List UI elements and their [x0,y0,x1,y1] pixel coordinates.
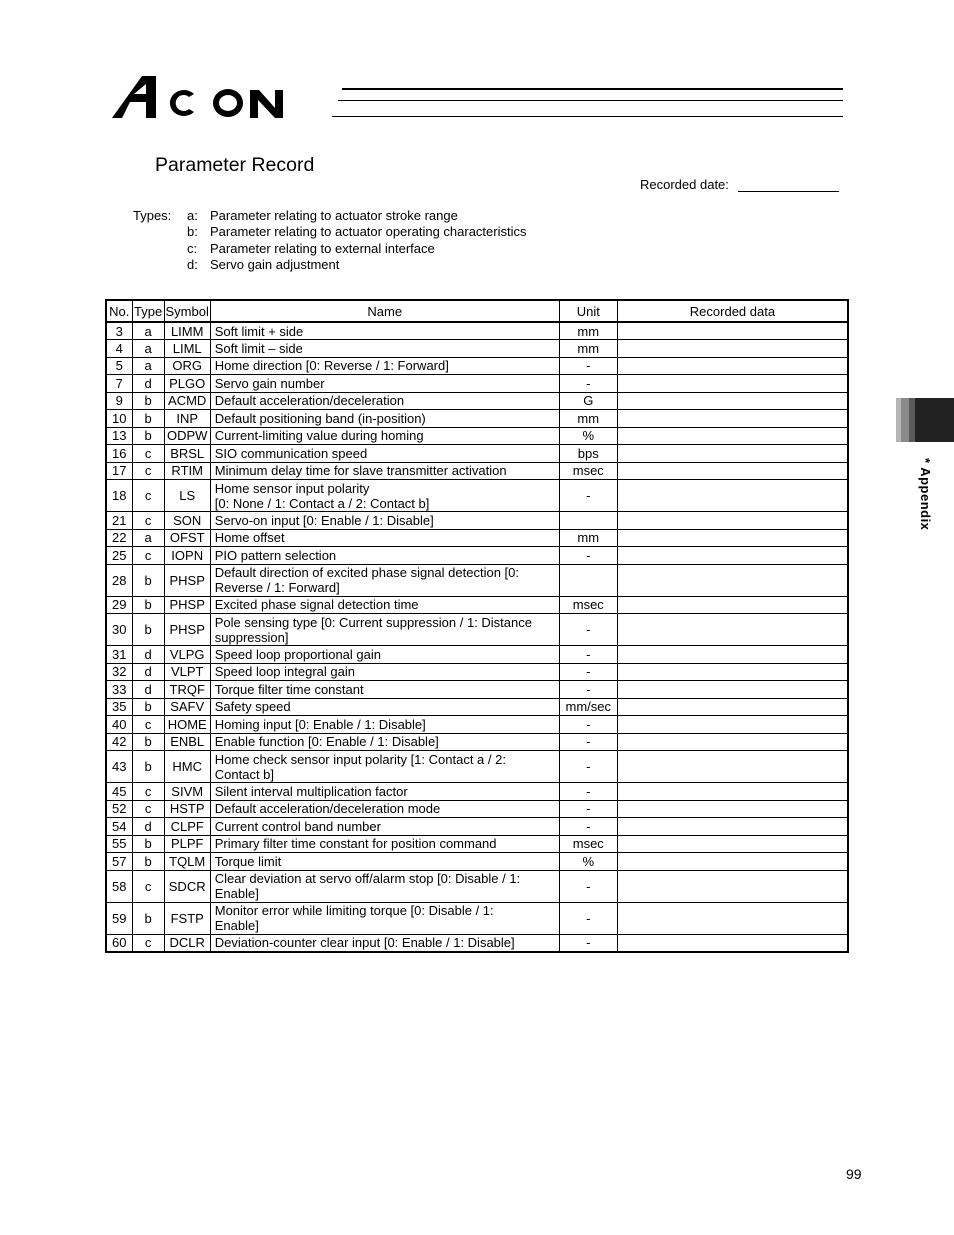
table-row [106,480,848,512]
cell-name-line: Enable] [214,918,259,933]
cell-name-line: Home check sensor input polarity [1: Contact a / 2: [214,751,506,767]
cell-unit: % [559,427,617,445]
table-row [106,427,848,445]
table-row [106,375,848,393]
col-header-recorded: Recorded data [617,300,848,322]
cell-unit: - [559,783,617,801]
cell-no: 40 [106,716,132,734]
cell-unit: - [559,663,617,681]
types-row [133,241,527,257]
cell-symbol: INP [164,410,210,428]
cell-type: c [132,800,164,818]
cell-name [210,853,559,871]
cell-name [210,322,559,340]
cell-no: 54 [106,818,132,836]
cell-type: b [132,853,164,871]
cell-no: 29 [106,596,132,614]
cell-symbol: HSTP [164,800,210,818]
cell-type: b [132,427,164,445]
table-row [106,564,848,596]
cell-type: b [132,733,164,751]
type-text: Servo gain adjustment [210,256,340,272]
cell-name [210,751,559,783]
cell-recorded-data [617,681,848,699]
types-row [133,257,527,273]
cell-name [210,529,559,547]
cell-no: 43 [106,751,132,783]
cell-no: 57 [106,853,132,871]
cell-unit: msec [559,462,617,480]
cell-symbol: HMC [164,751,210,783]
cell-name [210,716,559,734]
table-row [106,870,848,902]
cell-name-line: Servo-on input [0: Enable / 1: Disable] [214,512,434,528]
types-row [133,208,527,224]
cell-symbol: LS [164,480,210,512]
cell-unit: - [559,547,617,565]
type-text: Parameter relating to actuator operating characteristics [210,224,527,240]
cell-symbol: LIML [164,340,210,358]
cell-type: d [132,663,164,681]
type-key: c: [187,240,198,256]
cell-unit: - [559,681,617,699]
cell-unit: msec [559,835,617,853]
cell-name-line: suppression] [214,629,289,645]
types-legend [133,208,527,273]
page-number: 99 [846,1166,862,1182]
cell-name-line: Speed loop integral gain [214,664,355,680]
cell-name [210,357,559,375]
cell-name [210,480,559,512]
cell-recorded-data [617,902,848,934]
cell-type: c [132,480,164,512]
cell-type: c [132,783,164,801]
cell-symbol: DCLR [164,934,210,952]
appendix-side-label: * Appendix [918,458,933,531]
col-header-symbol: Symbol [164,300,210,322]
cell-no: 9 [106,392,132,410]
cell-name [210,375,559,393]
cell-type: a [132,357,164,375]
cell-no: 60 [106,934,132,952]
cell-name-line: Enable] [214,886,259,901]
cell-name-line: Current control band number [214,818,381,834]
header-rule-top [342,88,843,90]
table-row [106,902,848,934]
cell-type: c [132,445,164,463]
cell-no: 59 [106,902,132,934]
cell-recorded-data [617,934,848,952]
cell-name [210,427,559,445]
cell-no: 25 [106,547,132,565]
cell-type: c [132,716,164,734]
cell-recorded-data [617,853,848,871]
cell-recorded-data [617,733,848,751]
cell-symbol: TQLM [164,853,210,871]
cell-unit: bps [559,445,617,463]
table-row [106,322,848,340]
cell-symbol: ORG [164,357,210,375]
table-row [106,783,848,801]
cell-unit: msec [559,596,617,614]
section-tab [896,398,954,442]
cell-symbol: SAFV [164,698,210,716]
table-row [106,392,848,410]
cell-name-line: Home sensor input polarity [214,480,370,496]
cell-no: 10 [106,410,132,428]
cell-name [210,800,559,818]
cell-recorded-data [617,835,848,853]
cell-symbol: OFST [164,529,210,547]
cell-recorded-data [617,512,848,530]
cell-recorded-data [617,698,848,716]
cell-unit: % [559,853,617,871]
cell-name [210,564,559,596]
cell-unit: - [559,646,617,664]
cell-name-line: Clear deviation at servo off/alarm stop [0: Disable / 1: [214,871,521,886]
cell-recorded-data [617,783,848,801]
cell-unit: - [559,818,617,836]
cell-no: 31 [106,646,132,664]
cell-no: 18 [106,480,132,512]
cell-no: 28 [106,564,132,596]
cell-name-line: [0: None / 1: Contact a / 2: Contact b] [214,495,430,511]
cell-symbol: PLGO [164,375,210,393]
cell-name-line: Reverse / 1: Forward] [214,580,340,595]
cell-symbol: TRQF [164,681,210,699]
cell-symbol: RTIM [164,462,210,480]
cell-unit: - [559,375,617,393]
cell-name-line: SIO communication speed [214,445,368,461]
cell-name [210,340,559,358]
cell-name [210,547,559,565]
cell-type: b [132,596,164,614]
cell-unit: - [559,902,617,934]
table-row [106,698,848,716]
cell-symbol: PHSP [164,596,210,614]
cell-name-line: Default positioning band (in-position) [214,410,426,426]
table-row [106,596,848,614]
cell-unit: - [559,480,617,512]
cell-symbol: ODPW [164,427,210,445]
cell-no: 13 [106,427,132,445]
cell-symbol: ENBL [164,733,210,751]
cell-name-line: Torque filter time constant [214,681,364,697]
cell-name [210,663,559,681]
cell-name [210,870,559,902]
cell-type: b [132,392,164,410]
types-row [133,224,527,240]
cell-name [210,410,559,428]
cell-recorded-data [617,596,848,614]
table-row [106,835,848,853]
cell-recorded-data [617,818,848,836]
cell-name [210,783,559,801]
table-row [106,818,848,836]
cell-symbol: IOPN [164,547,210,565]
table-body [106,322,848,952]
cell-no: 52 [106,800,132,818]
cell-unit: mm/sec [559,698,617,716]
cell-recorded-data [617,427,848,445]
cell-recorded-data [617,716,848,734]
cell-no: 30 [106,614,132,646]
cell-recorded-data [617,322,848,340]
recorded-date-line [738,191,839,192]
cell-type: c [132,870,164,902]
cell-type: b [132,902,164,934]
cell-name-line: Homing input [0: Enable / 1: Disable] [214,716,426,732]
cell-symbol: PLPF [164,835,210,853]
cell-no: 58 [106,870,132,902]
cell-recorded-data [617,646,848,664]
table-row [106,529,848,547]
cell-name [210,614,559,646]
table-row [106,716,848,734]
table-row [106,646,848,664]
cell-no: 3 [106,322,132,340]
cell-unit: - [559,870,617,902]
cell-no: 42 [106,733,132,751]
cell-type: d [132,375,164,393]
cell-name-line: Soft limit – side [214,340,303,356]
cell-unit: G [559,392,617,410]
table-row [106,462,848,480]
cell-type: b [132,564,164,596]
cell-unit: - [559,716,617,734]
col-header-no: No. [106,300,132,322]
table-header-row [106,300,848,322]
cell-no: 4 [106,340,132,358]
cell-type: a [132,340,164,358]
cell-no: 7 [106,375,132,393]
cell-symbol: ACMD [164,392,210,410]
cell-name [210,902,559,934]
cell-recorded-data [617,357,848,375]
cell-unit [559,564,617,596]
cell-name-line: Minimum delay time for slave transmitter activation [214,463,507,479]
cell-name-line: Home direction [0: Reverse / 1: Forward] [214,358,449,374]
cell-symbol: BRSL [164,445,210,463]
cell-name-line: PIO pattern selection [214,547,337,563]
table-row [106,340,848,358]
cell-symbol: FSTP [164,902,210,934]
cell-type: c [132,462,164,480]
type-text: Parameter relating to external interface [210,240,435,256]
cell-symbol: CLPF [164,818,210,836]
page-title: Parameter Record [155,154,315,176]
table-row [106,410,848,428]
cell-type: b [132,614,164,646]
cell-type: c [132,934,164,952]
cell-name [210,681,559,699]
cell-recorded-data [617,870,848,902]
cell-recorded-data [617,800,848,818]
cell-unit: mm [559,322,617,340]
cell-type: d [132,818,164,836]
cell-no: 17 [106,462,132,480]
cell-name-line: Soft limit + side [214,323,304,339]
cell-no: 35 [106,698,132,716]
cell-name-line: Home offset [214,530,285,546]
cell-name [210,462,559,480]
cell-name-line: Safety speed [214,699,291,715]
cell-type: b [132,751,164,783]
table-row [106,445,848,463]
table-row [106,547,848,565]
cell-name-line: Current-limiting value during homing [214,428,424,444]
cell-no: 45 [106,783,132,801]
cell-name [210,392,559,410]
cell-no: 16 [106,445,132,463]
cell-name [210,934,559,952]
cell-recorded-data [617,751,848,783]
table-row [106,853,848,871]
cell-name [210,698,559,716]
cell-name [210,445,559,463]
cell-name-line: Deviation-counter clear input [0: Enable / 1: Disable] [214,935,515,950]
cell-name-line: Excited phase signal detection time [214,597,419,613]
cell-name [210,733,559,751]
col-header-name: Name [210,300,559,322]
header-rule-mid [338,100,843,101]
table-row [106,663,848,681]
cell-no: 32 [106,663,132,681]
cell-name-line: Servo gain number [214,375,325,391]
cell-recorded-data [617,375,848,393]
cell-unit: - [559,800,617,818]
cell-symbol: SIVM [164,783,210,801]
cell-symbol: SDCR [164,870,210,902]
types-lead: Types: [133,208,172,223]
cell-name-line: Default direction of excited phase signal detection [0: [214,565,519,580]
cell-type: d [132,681,164,699]
cell-recorded-data [617,547,848,565]
cell-name [210,818,559,836]
cell-name-line: Default acceleration/deceleration mode [214,801,441,817]
cell-type: c [132,512,164,530]
table-row [106,357,848,375]
cell-recorded-data [617,392,848,410]
cell-name-line: Contact b] [214,766,275,782]
table-row [106,751,848,783]
cell-type: b [132,835,164,853]
cell-symbol: PHSP [164,564,210,596]
cell-recorded-data [617,410,848,428]
cell-recorded-data [617,564,848,596]
cell-type: a [132,322,164,340]
cell-symbol: PHSP [164,614,210,646]
cell-name [210,596,559,614]
recorded-date-label: Recorded date: [640,177,729,192]
cell-type: b [132,410,164,428]
cell-type: d [132,646,164,664]
cell-unit: - [559,751,617,783]
cell-type: b [132,698,164,716]
cell-unit: - [559,357,617,375]
cell-unit: - [559,934,617,952]
cell-unit: mm [559,410,617,428]
cell-recorded-data [617,663,848,681]
parameter-table [105,299,849,953]
type-key: a: [187,208,198,223]
type-key: d: [187,256,198,272]
cell-name-line: Monitor error while limiting torque [0: Disable / 1: [214,903,494,918]
cell-name-line: Primary filter time constant for position command [214,836,497,852]
cell-name [210,512,559,530]
col-header-type: Type [132,300,164,322]
cell-name-line: Default acceleration/deceleration [214,393,405,409]
cell-name-line: Silent interval multiplication factor [214,783,408,799]
table-row [106,614,848,646]
cell-name-line: Enable function [0: Enable / 1: Disable] [214,734,439,750]
cell-no: 5 [106,357,132,375]
acon-logo [112,72,337,122]
cell-no: 21 [106,512,132,530]
cell-no: 22 [106,529,132,547]
table-row [106,681,848,699]
cell-unit: - [559,614,617,646]
cell-name-line: Speed loop proportional gain [214,646,381,662]
cell-name [210,646,559,664]
type-text: Parameter relating to actuator stroke range [210,208,458,223]
cell-unit: mm [559,529,617,547]
table-row [106,800,848,818]
type-key: b: [187,224,198,240]
cell-name [210,835,559,853]
cell-symbol: HOME [164,716,210,734]
cell-unit [559,512,617,530]
cell-symbol: SON [164,512,210,530]
cell-symbol: LIMM [164,322,210,340]
cell-recorded-data [617,462,848,480]
table-row [106,934,848,952]
cell-recorded-data [617,529,848,547]
cell-name-line: Pole sensing type [0: Current suppression / 1: Distance [214,614,532,630]
table-row [106,512,848,530]
cell-no: 33 [106,681,132,699]
cell-type: a [132,529,164,547]
cell-unit: - [559,733,617,751]
cell-symbol: VLPG [164,646,210,664]
cell-recorded-data [617,480,848,512]
header-rule-bottom [332,116,843,117]
cell-recorded-data [617,445,848,463]
cell-type: c [132,547,164,565]
cell-symbol: VLPT [164,663,210,681]
cell-no: 55 [106,835,132,853]
table-row [106,733,848,751]
cell-unit: mm [559,340,617,358]
cell-name-line: Torque limit [214,853,282,869]
col-header-unit: Unit [559,300,617,322]
cell-recorded-data [617,614,848,646]
cell-recorded-data [617,340,848,358]
